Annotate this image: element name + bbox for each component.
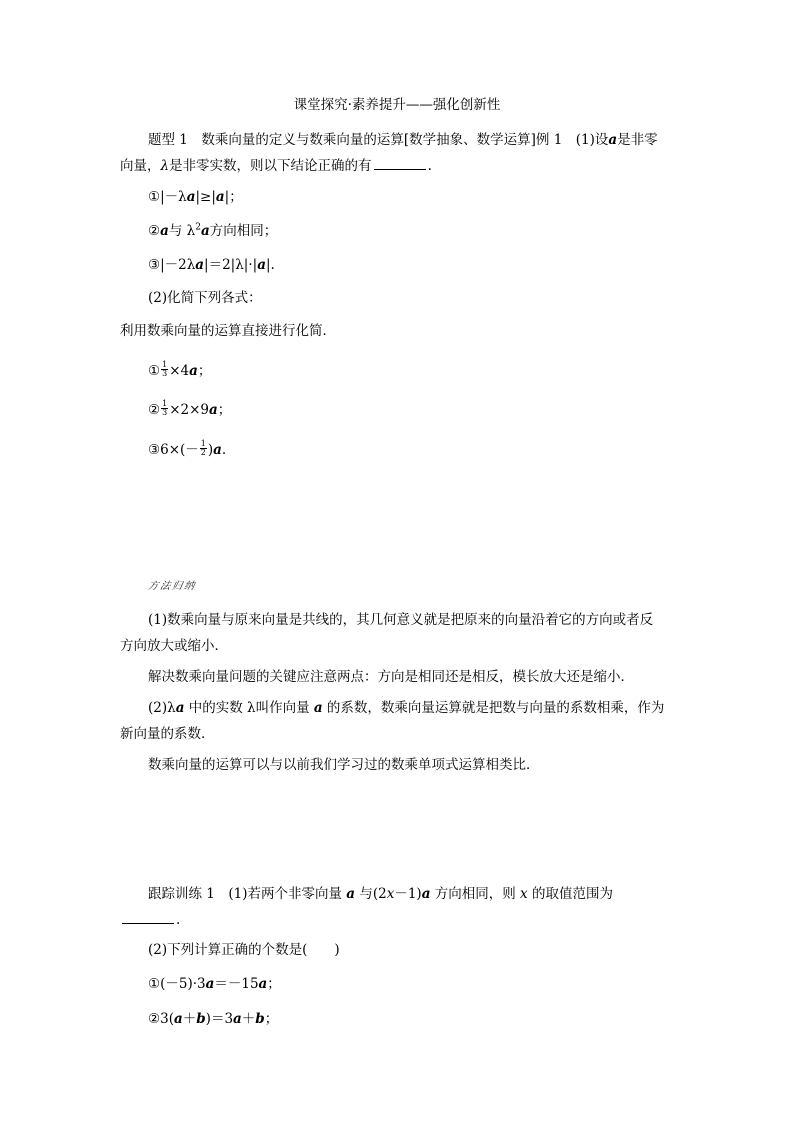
vector-a: a (173, 1011, 183, 1027)
example-heading-line (148, 131, 658, 149)
statement-2 (148, 222, 277, 240)
vector-a: a (257, 257, 266, 273)
semicolon: ； (197, 363, 212, 379)
variable-x: x (386, 886, 395, 902)
fraction-numerator: 1 (162, 399, 168, 408)
method-p3-line1 (148, 699, 664, 717)
vector-a: a (421, 886, 431, 902)
calc-2 (148, 401, 231, 419)
training-1-line1 (148, 885, 613, 903)
calc-2-rest: ×2×9 (169, 402, 210, 418)
fraction-denominator: 2 (200, 448, 206, 457)
training-1-line2 (120, 911, 180, 929)
vector-a: a (215, 189, 225, 205)
method-p3-text-2: 中的实数 λ叫作向量 (184, 700, 314, 716)
statement-3-text-c: |. (265, 257, 275, 273)
vector-a: a (160, 223, 169, 239)
vector-a: a (233, 1011, 242, 1027)
method-p1-line2: 方向放大或缩小． (120, 638, 228, 654)
statement-2-text: ② (148, 223, 161, 239)
semicolon: ； (217, 402, 232, 418)
statement-1-text: ①|－λ (148, 189, 187, 205)
training-text: 跟踪训练 1 (1)若两个非零向量 (148, 886, 347, 902)
vector-a: a (346, 886, 356, 902)
training-text-4: 方向相同，则 (430, 886, 521, 902)
vector-a: a (205, 976, 215, 992)
method-p1-line1: (1)数乘向量与原来向量是共线的，其几何意义就是把原来的向量沿着它的方向或者反 (148, 612, 654, 628)
training-text-5: 的取值范围为 (527, 886, 613, 902)
vector-a: a (195, 257, 205, 273)
vector-a: a (258, 976, 268, 992)
vector-a: a (608, 132, 618, 148)
fraction-one-third (161, 361, 168, 378)
fraction-denominator: 3 (162, 369, 168, 378)
answer-blank (374, 157, 426, 170)
vector-a: a (209, 402, 218, 418)
fraction-numerator: 1 (162, 360, 168, 369)
method-p3-text: (2)λ (148, 700, 176, 716)
method-p3-line2: 新向量的系数． (120, 726, 215, 742)
vector-a: a (189, 363, 198, 379)
statement-3 (148, 256, 275, 274)
section-title: 课堂探究·素养提升——强化创新性 (293, 97, 501, 113)
answer-blank (122, 911, 174, 924)
heading-tail: 是非零 (617, 132, 658, 148)
vector-a: a (313, 700, 323, 716)
calc-3 (148, 441, 226, 459)
statement-3-text: ③|－2λ (148, 257, 196, 273)
training-text-3: －1) (394, 886, 422, 902)
hint-text: 利用数乘向量的运算直接进行化简． (120, 323, 336, 339)
part-2-heading: (2)化简下列各式： (148, 290, 262, 306)
question-text-2: 是非零实数，则以下结论正确的有 (169, 158, 372, 174)
fraction-one-third (161, 400, 168, 417)
choice-2-text-2: ＋ (182, 1011, 197, 1027)
square-superscript: 2 (195, 222, 201, 233)
vector-a: a (213, 442, 222, 458)
period: . (221, 442, 227, 458)
choice-1-text-2: ＝－15 (214, 976, 259, 992)
fraction-denominator: 3 (162, 408, 168, 417)
choice-1-text-3: ； (267, 976, 281, 992)
calc-1 (148, 362, 211, 380)
choice-1-text: ①(－5)·3 (148, 976, 206, 992)
calc-1-prefix: ① (148, 363, 161, 379)
calc-2-prefix: ② (148, 402, 161, 418)
training-end: . (176, 912, 181, 928)
vector-a: a (175, 700, 185, 716)
vector-a: a (200, 223, 210, 239)
choice-2-text-4: ＋ (241, 1011, 256, 1027)
variable-x: x (520, 886, 528, 902)
statement-2-text-c: 方向相同； (209, 223, 278, 239)
method-p3-text-3: 的系数，数乘向量运算就是把数与向量的系数相乘，作为 (322, 700, 665, 716)
calc-1-rest: ×4 (169, 363, 190, 379)
training-choice-2 (148, 1010, 278, 1028)
calc-3-prefix: ③6×(－ (148, 442, 199, 458)
vector-b: b (255, 1011, 265, 1027)
choice-2-text-5: ； (264, 1011, 279, 1027)
statement-3-text-b: |＝2|λ|·| (204, 257, 258, 273)
statement-1 (148, 188, 243, 206)
statement-1-text-b: |≥| (195, 189, 216, 205)
question-end: . (427, 158, 432, 174)
training-choice-1 (148, 975, 281, 993)
method-p4: 数乘向量的运算可以与以前我们学习过的数乘单项式运算相类比． (148, 757, 540, 773)
fraction-one-half (200, 440, 207, 457)
method-summary-label: 方法归纳 (146, 581, 198, 592)
vector-b: b (196, 1011, 206, 1027)
lambda-symbol: λ (160, 158, 170, 174)
example-question-line (120, 157, 432, 175)
question-text: 向量， (120, 158, 161, 174)
statement-1-text-c: |； (224, 189, 243, 205)
choice-2-text-3: )＝3 (205, 1011, 234, 1027)
method-p2: 解决数乘向量问题的关键应注意两点：方向是相同还是相反，模长放大还是缩小． (148, 669, 634, 685)
training-text-2: 与(2 (355, 886, 387, 902)
calc-3-rest: ) (207, 442, 214, 458)
training-2-question: (2)下列计算正确的个数是( ) (148, 942, 340, 958)
statement-2-text-b: 与 λ (168, 223, 196, 239)
fraction-numerator: 1 (200, 439, 206, 448)
choice-2-text: ②3( (148, 1011, 174, 1027)
vector-a: a (186, 189, 196, 205)
example-heading: 题型 1 数乘向量的定义与数乘向量的运算[数学抽象、数学运算]例 1 (1)设 (148, 132, 609, 148)
